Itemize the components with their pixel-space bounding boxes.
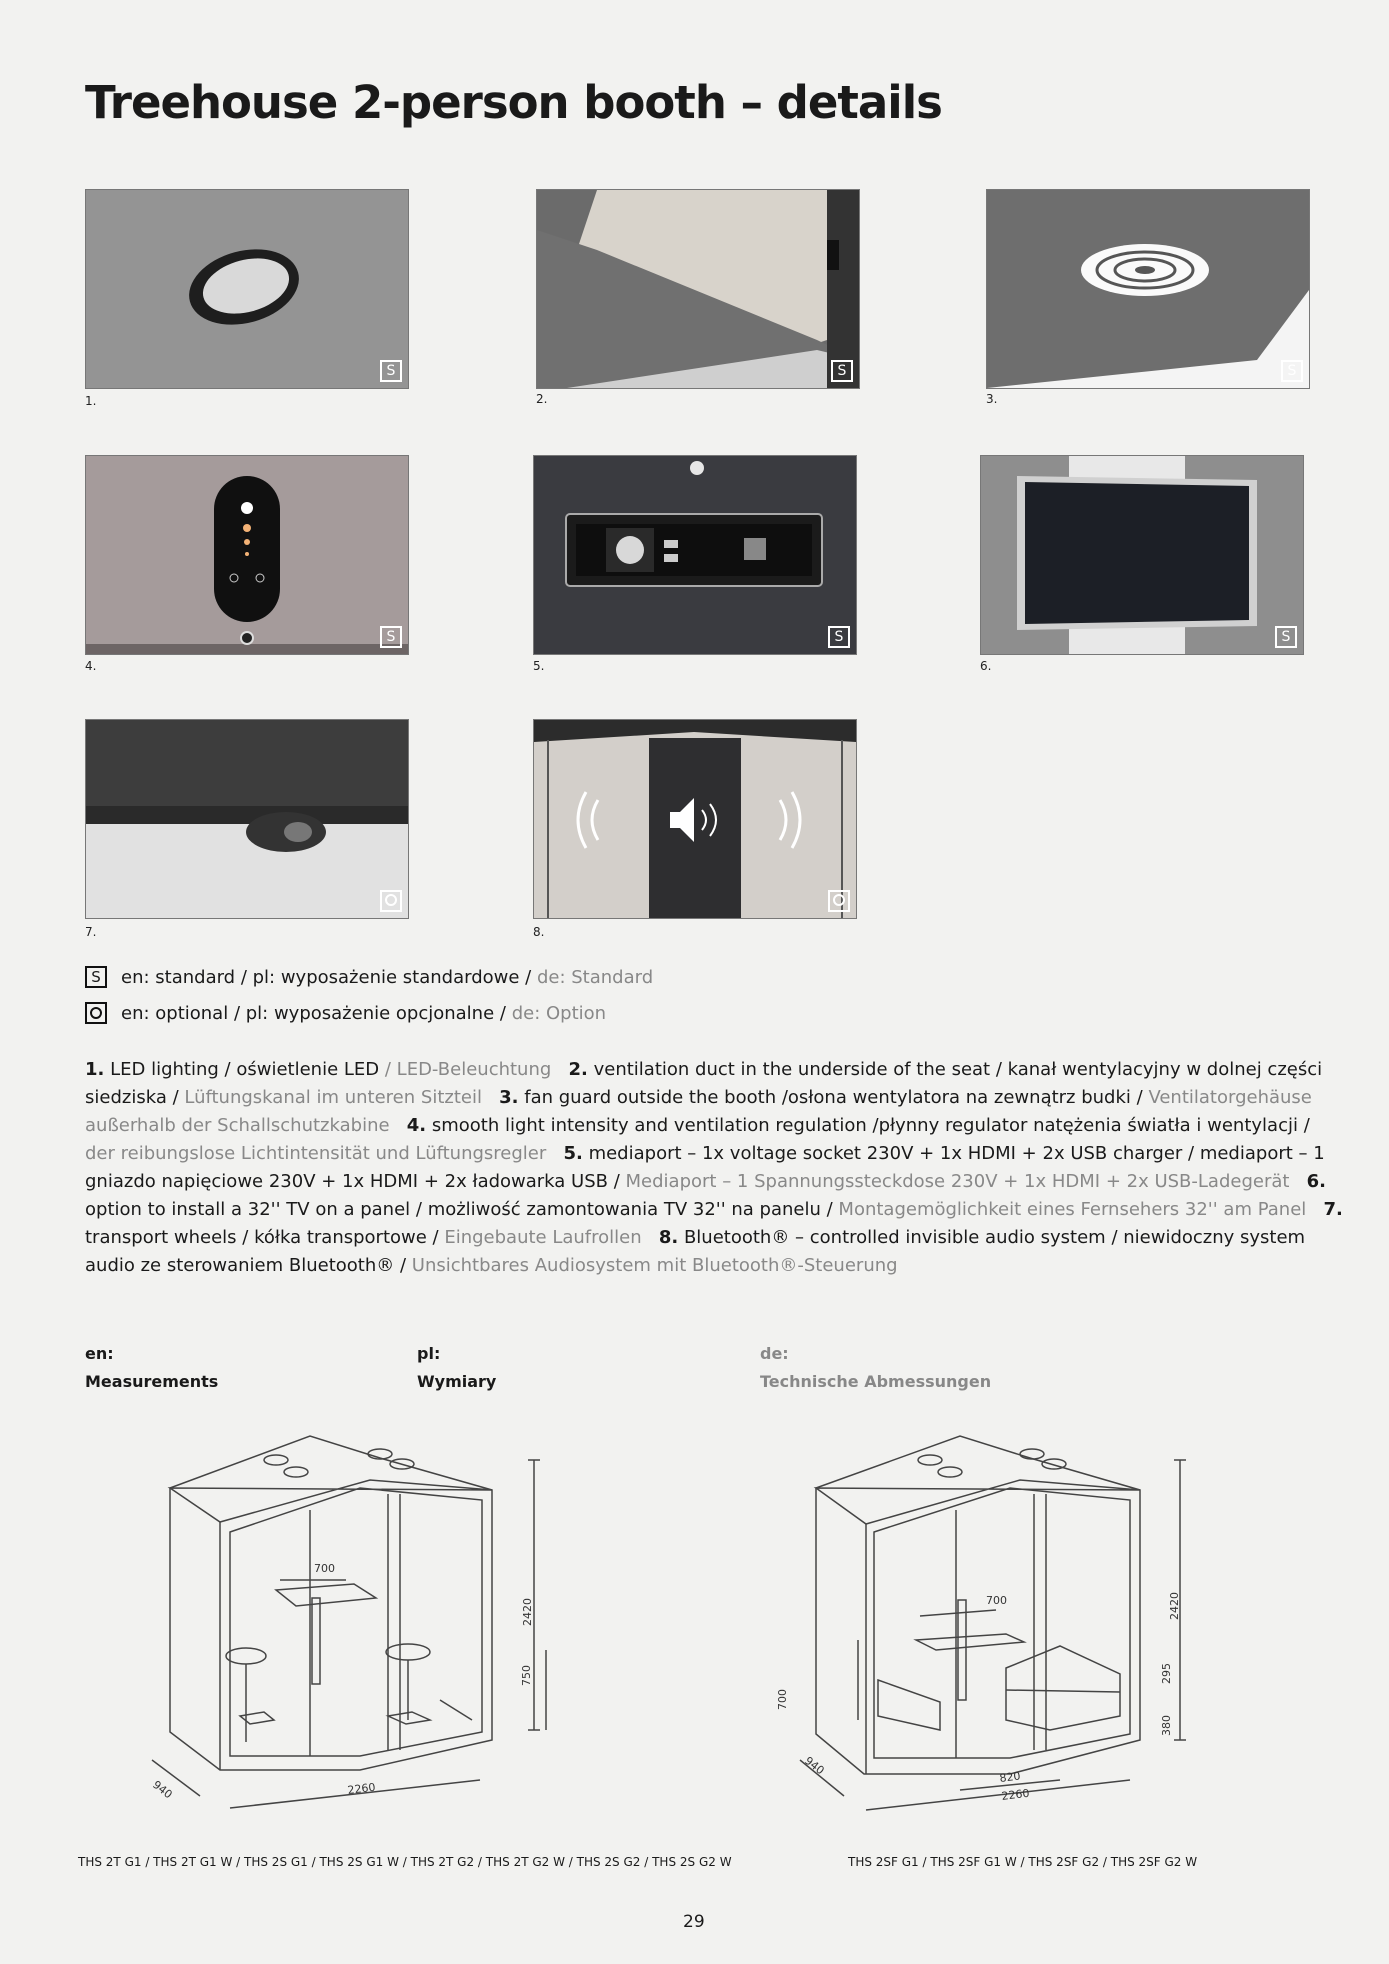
photo-number: 3. — [986, 392, 998, 406]
led-light-photo — [86, 190, 408, 388]
feature-descriptions — [85, 1056, 1345, 1280]
photo-mediaport — [533, 455, 857, 655]
dim-width: 2260 — [1000, 1786, 1031, 1803]
feature-item: 4. smooth light intensity and ventilation regulation /płynny regulator natężenia światła i wentylacji / der reibungslose Lichtintensität und Lüftungsregler — [85, 1115, 1310, 1164]
legend-pl: pl: wyposażenie standardowe — [252, 966, 520, 988]
seat-ventilation-photo — [537, 190, 859, 388]
feature-item: 8. Bluetooth® – controlled invisible audio system / niewidoczny system audio ze sterowaniem Bluetooth® / Unsichtbares Audiosystem mit Bluetooth®-Steuerung — [85, 1227, 1306, 1276]
optional-badge — [380, 890, 402, 912]
measurements-en: en: Measurements — [85, 1344, 219, 1391]
standard-badge: S — [1275, 626, 1297, 648]
legend-en: en: standard — [121, 966, 236, 988]
dim-height: 2420 — [521, 1598, 534, 1626]
standard-symbol: S — [85, 966, 107, 988]
page-number: 29 — [683, 1912, 705, 1932]
legend-de: de: Option — [511, 1002, 607, 1024]
model-codes-standard: THS 2T G1 / THS 2T G1 W / THS 2S G1 / THS 2S G1 W / THS 2T G2 / THS 2T G2 W / THS 2S G2 / THS 2S G2 W — [78, 1855, 732, 1869]
standard-badge: S — [380, 360, 402, 382]
dim-table-height: 750 — [520, 1665, 533, 1686]
feature-item: 5. mediaport – 1x voltage socket 230V + 1x HDMI + 2x USB charger / mediaport – 1 gniazdo napięciowe 230V + 1x HDMI + 2x ładowarka USB / Mediaport – 1 Spannungssteckdose 230V + 1x HDMI + 2x USB-Ladegerät — [85, 1143, 1325, 1192]
feature-item: 3. fan guard outside the booth /osłona wentylatora na zewnątrz budki / Ventilatorgehäuse außerhalb der Schallschutzkabine — [85, 1087, 1312, 1136]
legend-pl: pl: wyposażenie opcjonalne — [245, 1002, 495, 1024]
photo-number: 1. — [85, 394, 97, 408]
dim-seat-back: 295 — [1160, 1663, 1173, 1684]
legend-separator: / — [519, 966, 537, 988]
legend-en: en: optional — [121, 1002, 229, 1024]
feature-item: 7. transport wheels / kółka transportowe / Eingebaute Laufrollen — [85, 1199, 1343, 1248]
fan-guard-photo — [987, 190, 1309, 388]
optional-symbol — [85, 1002, 107, 1024]
photo-seat-ventilation — [536, 189, 860, 389]
photo-bluetooth-audio — [533, 719, 857, 919]
light-ventilation-regulator-photo — [86, 456, 408, 654]
dim-height: 2420 — [1168, 1592, 1181, 1620]
photo-regulator — [85, 455, 409, 655]
dim-table-width: 700 — [986, 1594, 1007, 1607]
photo-number: 2. — [536, 392, 548, 406]
standard-badge: S — [1281, 360, 1303, 382]
legend-separator: / — [228, 1002, 246, 1024]
dim-seat-height: 380 — [1160, 1715, 1173, 1736]
booth-drawing-sofa — [770, 1420, 1210, 1820]
dim-depth: 940 — [802, 1754, 827, 1778]
legend-standard — [85, 966, 653, 988]
photo-number: 6. — [980, 659, 992, 673]
feature-item: 1. LED lighting / oświetlenie LED / LED-Beleuchtung — [85, 1059, 552, 1080]
dim-width: 2260 — [346, 1780, 377, 1797]
legend-separator: / — [235, 966, 253, 988]
feature-item: 6. option to install a 32'' TV on a panel / możliwość zamontowania TV 32'' na panelu / Montagemöglichkeit eines Fernsehers 32'' am Panel — [85, 1171, 1326, 1220]
photo-number: 8. — [533, 925, 545, 939]
photo-tv-panel — [980, 455, 1304, 655]
photo-number: 5. — [533, 659, 545, 673]
photo-transport-wheels — [85, 719, 409, 919]
standard-badge: S — [831, 360, 853, 382]
dim-inner-width: 820 — [998, 1769, 1022, 1785]
optional-badge — [828, 890, 850, 912]
tv-panel-photo — [981, 456, 1303, 654]
photo-number: 7. — [85, 925, 97, 939]
dim-depth: 940 — [150, 1778, 175, 1802]
dim-table-width: 700 — [314, 1562, 335, 1575]
measurements-de: de: Technische Abmessungen — [760, 1344, 992, 1391]
legend-de: de: Standard — [536, 966, 654, 988]
model-codes-sofa: THS 2SF G1 / THS 2SF G1 W / THS 2SF G2 / THS 2SF G2 W — [848, 1855, 1198, 1869]
photo-number: 4. — [85, 659, 97, 673]
bluetooth-audio-photo — [534, 720, 856, 918]
legend-separator: / — [494, 1002, 512, 1024]
standard-badge: S — [828, 626, 850, 648]
photo-led-lighting — [85, 189, 409, 389]
photo-fan-guard — [986, 189, 1310, 389]
transport-wheel-photo — [86, 720, 408, 918]
measurements-pl: pl: Wymiary — [417, 1344, 497, 1391]
standard-badge: S — [380, 626, 402, 648]
booth-drawing-standard — [140, 1420, 560, 1820]
feature-item: 2. ventilation duct in the underside of the seat / kanał wentylacyjny w dolnej części siedziska / Lüftungskanal im unteren Sitzteil — [85, 1059, 1323, 1108]
dim-table-height: 700 — [776, 1689, 789, 1710]
page-title: Treehouse 2-person booth – details — [85, 76, 942, 129]
legend-optional — [85, 1002, 606, 1024]
mediaport-photo — [534, 456, 856, 654]
